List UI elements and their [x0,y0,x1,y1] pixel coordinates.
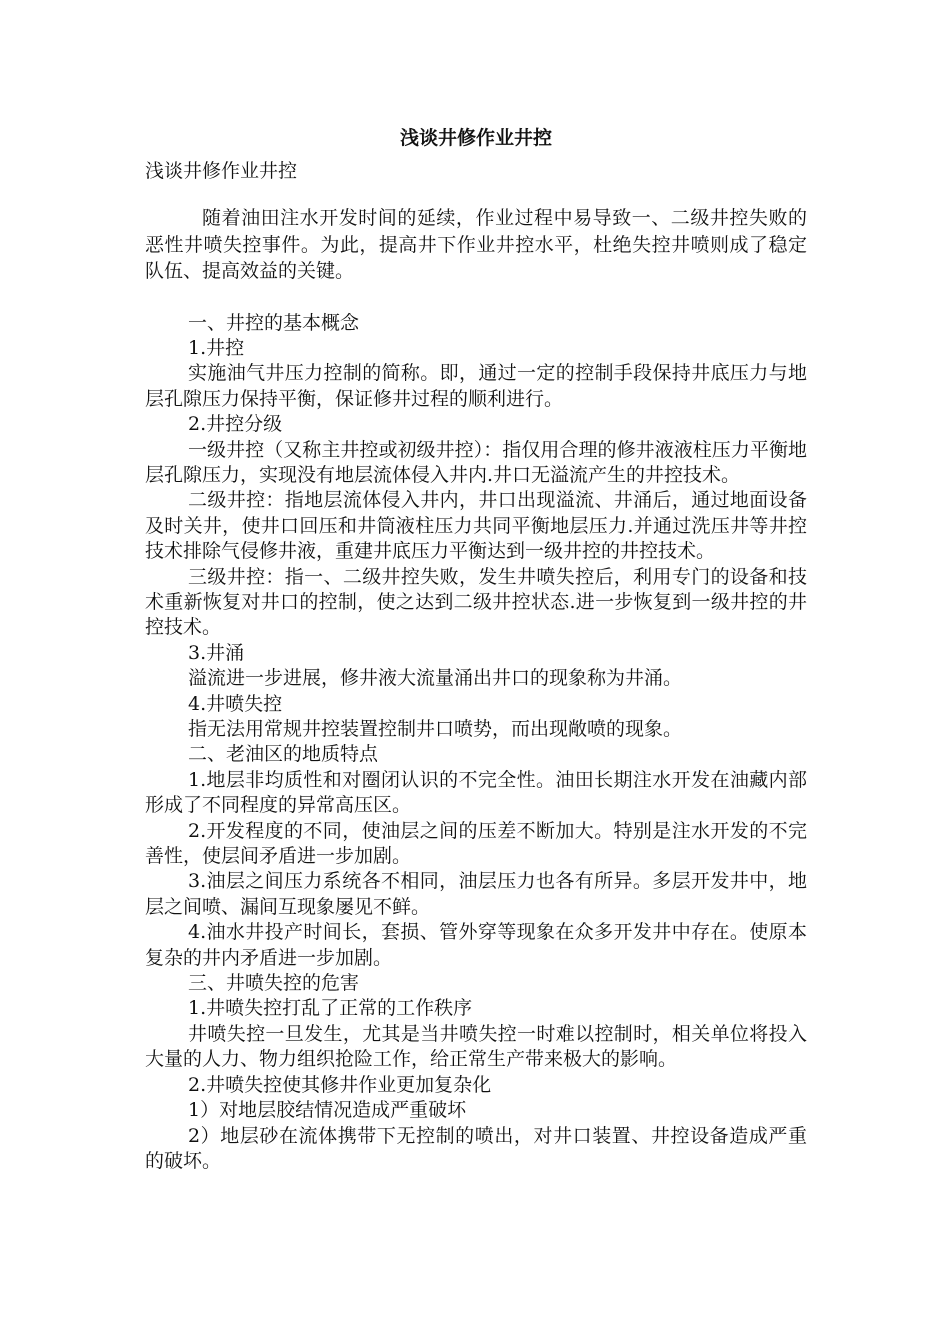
body-paragraph: 三级井控：指一、二级井控失败，发生井喷失控后，利用专门的设备和技术重新恢复对井口的控制，使之达到二级井控状态.进一步恢复到一级井控的井控技术。 [145,565,807,639]
subheading-3-1: 1.井喷失控打乱了正常的工作秩序 [188,997,473,1020]
subheading-1-4: 4.井喷失控 [188,692,283,715]
body-paragraph: 一级井控（又称主井控或初级井控）：指仅用合理的修井液液柱压力平衡地层孔隙压力，实现没有地层流体侵入井内.井口无溢流产生的井控技术。 [145,438,807,486]
blank-line [145,184,807,205]
body-paragraph: 1.地层非均质性和对圈闭认识的不完全性。油田长期注水开发在油藏内部形成了不同程度的异常高压区。 [145,768,807,817]
list-item: 2）地层砂在流体携带下无控制的喷出，对井口装置、井控设备造成严重的破坏。 [145,1124,807,1172]
document-title: 浅谈井修作业井控 [399,127,552,149]
body-paragraph: 3.油层之间压力系统各不相同，油层压力也各有所异。多层开发井中，地层之间喷、漏间互现象屡见不鲜。 [145,870,807,918]
section-heading-1: 一、井控的基本概念 [188,311,360,334]
body-paragraph: 二级井控：指地层流体侵入井内，井口出现溢流、井涌后，通过地面设备及时关井，使井口回压和井筒液柱压力共同平衡地层压力.并通过洗压井等井控技术排除气侵修井液，重建井底压力平衡达到一级井控的井控技术。 [145,489,807,563]
document-page [145,118,807,1174]
subheading-1-1: 1.井控 [188,336,245,359]
intro-paragraph: 随着油田注水开发时间的延续，作业过程中易导致一、二级井控失败的恶性井喷失控事件。为此，提高井下作业井控水平，杜绝失控井喷则成了稳定队伍、提高效益的关键。 [145,207,807,282]
section-heading-2: 二、老油区的地质特点 [188,743,379,766]
body-paragraph: 井喷失控一旦发生，尤其是当井喷失控一时难以控制时，相关单位将投入大量的人力、物力组织抢险工作，给正常生产带来极大的影响。 [145,1022,807,1071]
subheading-1-2: 2.井控分级 [188,413,283,436]
list-item: 1）对地层胶结情况造成严重破坏 [188,1099,467,1122]
body-paragraph: 2.开发程度的不同，使油层之间的压差不断加大。特别是注水开发的不完善性，使层间矛盾进一步加剧。 [145,819,807,868]
subheading-1-3: 3.井涌 [188,641,245,664]
section-heading-3: 三、井喷失控的危害 [188,972,360,995]
body-paragraph: 溢流进一步进展，修井液大流量涌出井口的现象称为井涌。 [188,667,683,690]
subheading-3-2: 2.井喷失控使其修井作业更加复杂化 [188,1073,492,1096]
document-subtitle: 浅谈井修作业井控 [145,160,298,182]
body-paragraph: 实施油气井压力控制的简称。即，通过一定的控制手段保持井底压力与地层孔隙压力保持平衡，保证修井过程的顺利进行。 [145,362,807,410]
blank-line [145,285,807,311]
body-paragraph: 4.油水井投产时间长，套损、管外穿等现象在众多开发井中存在。使原本复杂的井内矛盾进一步加剧。 [145,921,807,969]
body-paragraph: 指无法用常规井控装置控制井口喷势，而出现敞喷的现象。 [188,718,683,740]
